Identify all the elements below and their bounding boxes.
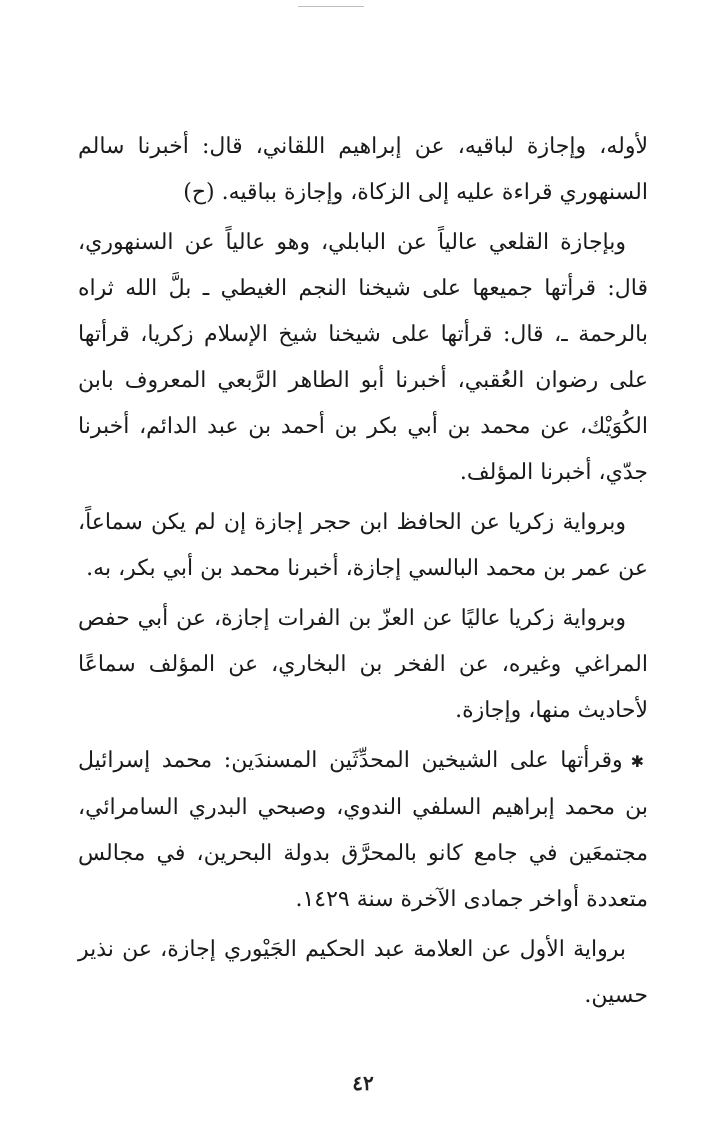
paragraph-5-text: وقرأتها على الشيخين المحدِّثَين المسندَين: محمد إسرائيل بن محمد إبراهيم السلفي الندوي، وصبحي البدري السامرائي، مجتمعَين في جامع كانو بالمحرَّق بدولة البحرين، في مجالس متعددة أواخر جمادى الآخرة سنة ١٤٢٩. (78, 748, 648, 912)
paragraph-6: برواية الأول عن العلامة عبد الحكيم الجَيْوري إجازة، عن نذير حسين. (78, 937, 648, 1008)
page-body (78, 124, 648, 1023)
paragraph-3: وبرواية زكريا عن الحافظ ابن حجر إجازة إن لم يكن سماعاً، عن عمر بن محمد البالسي إجازة، أخبرنا محمد بن أبي بكر، به. (78, 510, 648, 581)
top-rule (298, 6, 364, 7)
paragraph-4: وبرواية زكريا عاليًا عن العزّ بن الفرات إجازة، عن أبي حفص المراغي وغيره، عن الفخر بن البخاري، عن المؤلف سماعًا لأحاديث منها، وإجازة. (78, 606, 648, 723)
asterisk-marker-icon: ✱ (630, 752, 644, 771)
paragraph-2: وبإجازة القلعي عالياً عن البابلي، وهو عالياً عن السنهوري، قال: قرأتها جميعها على شيخنا النجم الغيطي ـ بلَّ الله ثراه بالرحمة ـ، قال: قرأتها على شيخنا شيخ الإسلام زكريا، قرأتها على رضوان العُقبي، أخبرنا أبو الطاهر الرَّبعي المعروف بابن الكُوَيْك، عن محمد بن أبي بكر بن أحمد بن عبد الدائم، أخبرنا جدّي، أخبرنا المؤلف. (78, 230, 648, 485)
paragraph-5 (78, 738, 648, 923)
page-number: ٤٢ (352, 1071, 374, 1095)
paragraph-1: لأوله، وإجازة لباقيه، عن إبراهيم اللقاني، قال: أخبرنا سالم السنهوري قراءة عليه إلى الزكاة، وإجازة بباقيه. (ح) (78, 134, 648, 205)
